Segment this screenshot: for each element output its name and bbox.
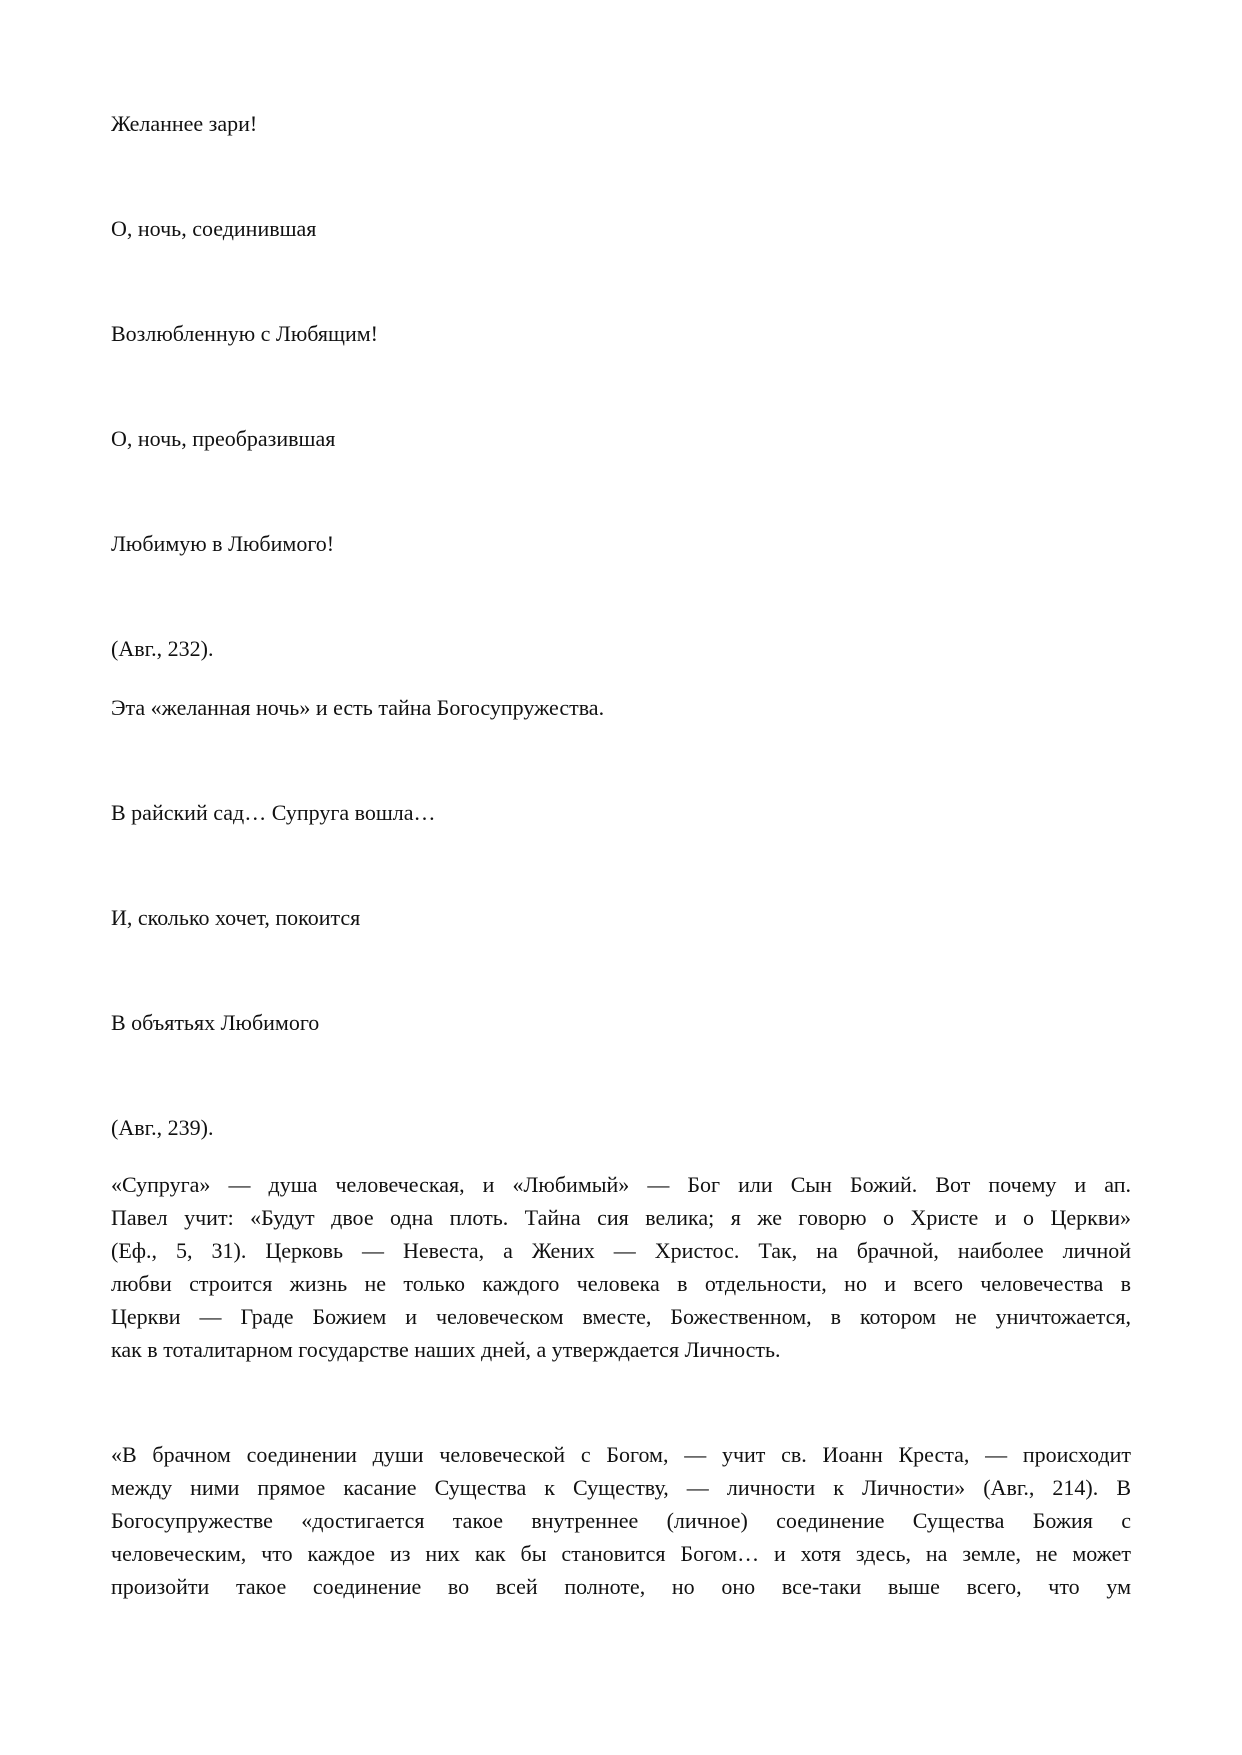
paragraph-line: между ними прямое касание Существа к Существу, — личности к Личности» (Авг., 214). В [111,1475,1131,1500]
paragraph-line: как в тоталитарном государстве наших дней, а утверждается Личность. [111,1337,781,1362]
verse-line: И, сколько хочет, покоится [111,905,361,930]
verse-line: Желаннее зари! [111,111,258,136]
paragraph-line: произойти такое соединение во всей полноте, но оно все-таки выше всего, что ум [111,1574,1131,1599]
paragraph-line: любви строится жизнь не только каждого человека в отдельности, но и всего человечества в [111,1271,1131,1296]
paragraph-line: «Супруга» — душа человеческая, и «Любимый» — Бог или Сын Божий. Вот почему и ап. [111,1172,1131,1197]
paragraph-line: «В брачном соединении души человеческой с Богом, — учит св. Иоанн Креста, — происходит [111,1442,1131,1467]
paragraph-line: Церкви — Граде Божием и человеческом вместе, Божественном, в котором не уничтожается, [111,1304,1131,1329]
paragraph-line: Богосупружестве «достигается такое внутреннее (личное) соединение Существа Божия с [111,1508,1131,1533]
verse-line: О, ночь, преобразившая [111,426,336,451]
paragraph-line: (Еф., 5, 31). Церковь — Невеста, а Жених — Христос. Так, на брачной, наиболее личной [111,1238,1131,1263]
paragraph-line: человеческим, что каждое из них как бы становится Богом… и хотя здесь, на земле, не может [111,1541,1131,1566]
verse-line: Возлюбленную с Любящим! [111,321,378,346]
text-line: Эта «желанная ночь» и есть тайна Богосупружества. [111,695,605,720]
verse-line: Любимую в Любимого! [111,531,335,556]
citation: (Авг., 232). [111,636,214,661]
paragraph-line: Павел учит: «Будут двое одна плоть. Тайна сия велика; я же говорю о Христе и о Церкви» [111,1205,1131,1230]
paragraph-1 [111,1168,1131,1366]
citation: (Авг., 239). [111,1115,214,1140]
verse-line: В райский сад… Супруга вошла… [111,800,436,825]
verse-line: О, ночь, соединившая [111,216,317,241]
paragraph-2 [111,1438,1131,1603]
verse-line: В объятьях Любимого [111,1010,320,1035]
